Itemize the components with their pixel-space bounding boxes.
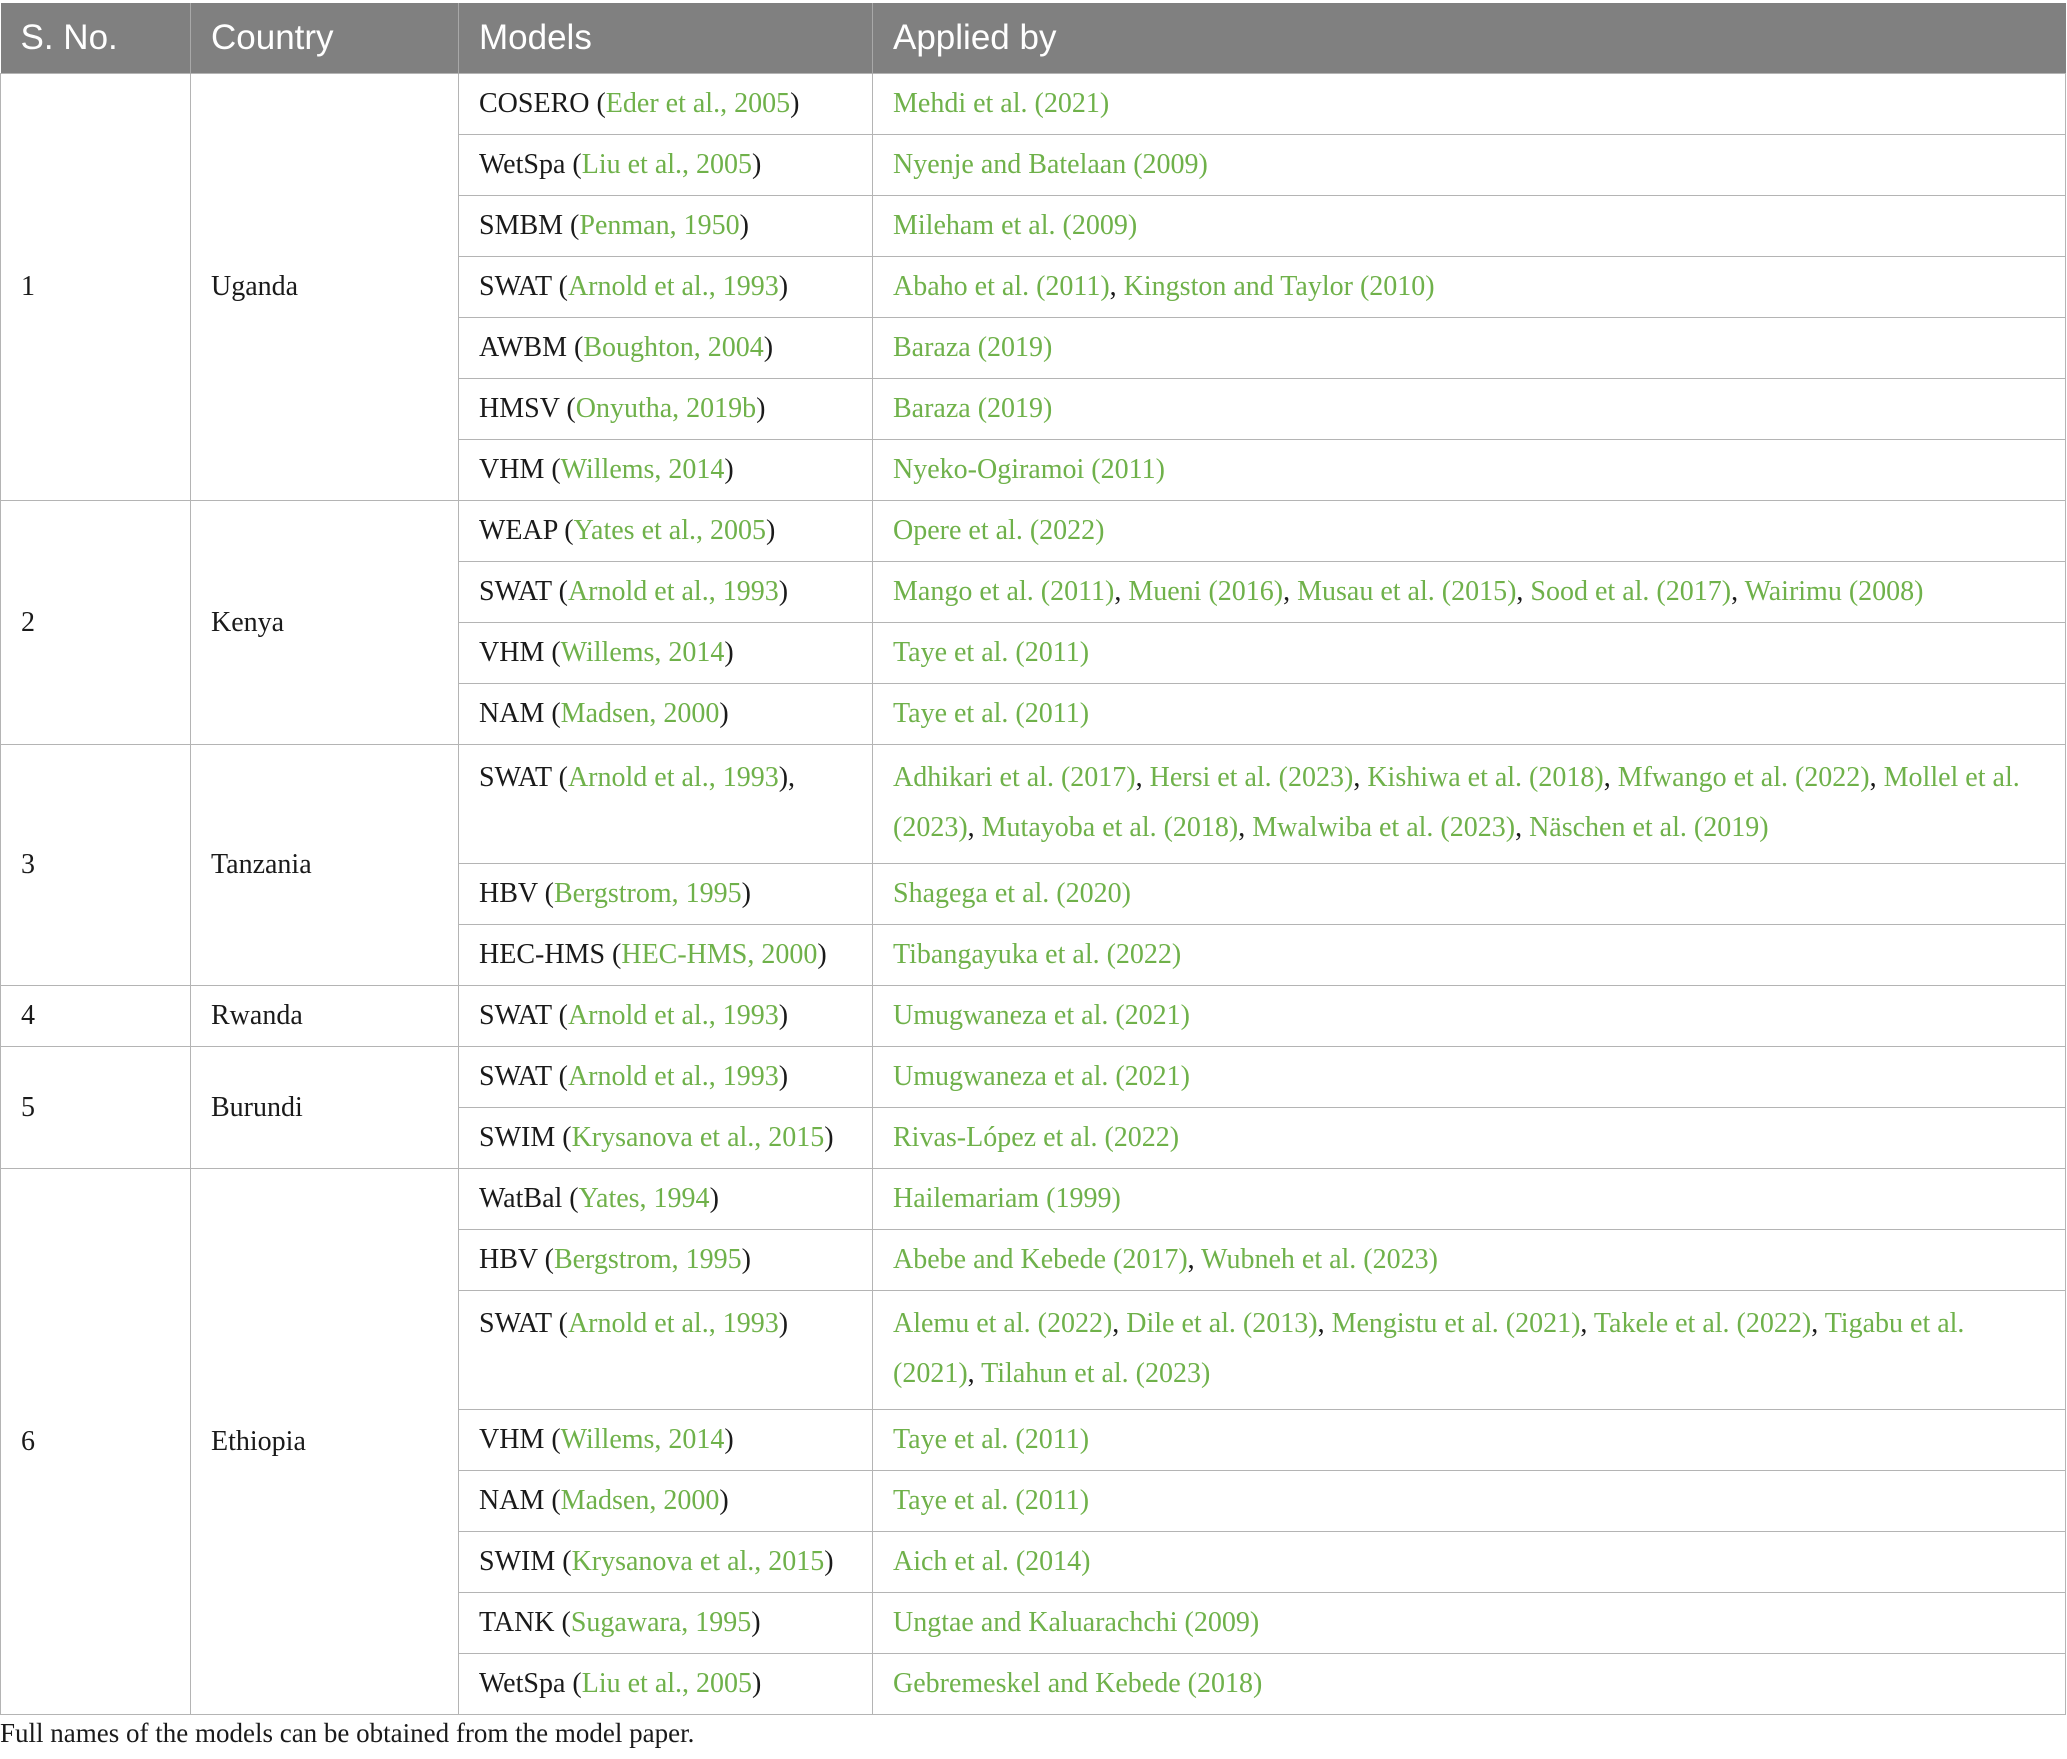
model-name: SWIM [479, 1546, 556, 1577]
citation-link[interactable]: Tilahun et al. (2023) [981, 1358, 1211, 1389]
cell-applied-by [873, 1108, 2066, 1169]
cell-model: HBV (Bergstrom, 1995) [459, 1230, 873, 1291]
table-row [1, 501, 2066, 562]
model-reference-link[interactable]: Yates, 1994 [578, 1183, 710, 1214]
citation-link[interactable]: Mfwango et al. (2022) [1617, 762, 1870, 793]
citation-link[interactable]: Nyeko-Ogiramoi (2011) [893, 454, 1165, 485]
citation-link[interactable]: Taye et al. (2011) [893, 1485, 1090, 1516]
citation-link[interactable]: Kishiwa et al. (2018) [1367, 762, 1604, 793]
cell-country: Tanzania [191, 745, 459, 986]
cell-model: SWIM (Krysanova et al., 2015) [459, 1532, 873, 1593]
cell-model: VHM (Willems, 2014) [459, 1410, 873, 1471]
citation-link[interactable]: Umugwaneza et al. (2021) [893, 1061, 1190, 1092]
cell-applied-by [873, 623, 2066, 684]
cell-sno: 4 [1, 986, 191, 1047]
model-name: NAM [479, 1485, 545, 1516]
citation-link[interactable]: Alemu et al. (2022) [893, 1308, 1113, 1339]
header-country: Country [191, 3, 459, 74]
cell-model: SWAT (Arnold et al., 1993) [459, 562, 873, 623]
citation-link[interactable]: Taye et al. (2011) [893, 698, 1090, 729]
table-header-row [1, 3, 2066, 74]
cell-applied-by: Mango et al. (2011), Mueni (2016), Musau et al. (2015), Sood et al. (2017), Wairimu (2008) [873, 562, 2066, 623]
header-sno: S. No. [1, 3, 191, 74]
cell-applied-by [873, 1471, 2066, 1532]
cell-applied-by [873, 864, 2066, 925]
model-reference-link[interactable]: HEC-HMS, 2000 [621, 939, 818, 970]
model-suffix: , [788, 762, 796, 793]
citation-link[interactable]: Mango et al. (2011) [893, 576, 1115, 607]
model-reference-link[interactable]: Arnold et al., 1993 [567, 762, 779, 793]
cell-applied-by: Abebe and Kebede (2017), Wubneh et al. (2023) [873, 1230, 2066, 1291]
cell-applied-by [873, 1654, 2066, 1715]
citation-link[interactable]: Mengistu et al. (2021) [1331, 1308, 1581, 1339]
model-name: SWAT [479, 1061, 552, 1092]
model-reference-link[interactable]: Eder et al., 2005 [605, 88, 791, 119]
model-name: COSERO [479, 88, 590, 119]
citation-link[interactable]: Adhikari et al. (2017) [893, 762, 1136, 793]
table-row [1, 986, 2066, 1047]
citation-link[interactable]: Tigabu et al. (2021) [893, 1308, 1965, 1389]
cell-applied-by [873, 1532, 2066, 1593]
cell-model: SWAT (Arnold et al., 1993) [459, 1047, 873, 1108]
citation-link[interactable]: Sood et al. (2017) [1530, 576, 1732, 607]
table-row [1, 74, 2066, 135]
model-name: AWBM [479, 332, 567, 363]
cell-model: SWIM (Krysanova et al., 2015) [459, 1108, 873, 1169]
citation-link[interactable]: Takele et al. (2022) [1593, 1308, 1812, 1339]
cell-country: Ethiopia [191, 1169, 459, 1715]
citation-link[interactable]: Kingston and Taylor (2010) [1123, 271, 1435, 302]
cell-model: HMSV (Onyutha, 2019b) [459, 379, 873, 440]
citation-link[interactable]: Wairimu (2008) [1744, 576, 1924, 607]
citation-link[interactable]: Mueni (2016) [1128, 576, 1284, 607]
model-reference-link[interactable]: Sugawara, 1995 [570, 1607, 752, 1638]
model-name: SWAT [479, 271, 552, 302]
model-reference-link[interactable]: Madsen, 2000 [560, 698, 720, 729]
model-reference-link[interactable]: Arnold et al., 1993 [567, 576, 779, 607]
citation-link[interactable]: Hailemariam (1999) [893, 1183, 1121, 1214]
citation-link[interactable]: Taye et al. (2011) [893, 1424, 1090, 1455]
cell-model: NAM (Madsen, 2000) [459, 684, 873, 745]
model-name: VHM [479, 454, 545, 485]
model-reference-link[interactable]: Willems, 2014 [560, 454, 725, 485]
cell-model: SMBM (Penman, 1950) [459, 196, 873, 257]
cell-applied-by [873, 925, 2066, 986]
model-reference-link[interactable]: Yates et al., 2005 [573, 515, 766, 546]
cell-country: Burundi [191, 1047, 459, 1169]
citation-link[interactable]: Abebe and Kebede (2017) [893, 1244, 1188, 1275]
cell-applied-by [873, 196, 2066, 257]
cell-model: SWAT (Arnold et al., 1993) [459, 1291, 873, 1410]
citation-link[interactable]: Baraza (2019) [893, 332, 1053, 363]
cell-applied-by: Adhikari et al. (2017), Hersi et al. (2023), Kishiwa et al. (2018), Mfwango et al. (2022), Mollel et al. (2023), Mutayoba et al. (2018), Mwalwiba et al. (2023), Näschen et al. (2019) [873, 745, 2066, 864]
model-name: HEC-HMS [479, 939, 606, 970]
cell-applied-by [873, 135, 2066, 196]
cell-applied-by [873, 501, 2066, 562]
model-reference-link[interactable]: Liu et al., 2005 [581, 149, 753, 180]
table-row [1, 1047, 2066, 1108]
table-footnote: Full names of the models can be obtained from the model paper. [0, 1718, 695, 1748]
cell-model: SWAT (Arnold et al., 1993) [459, 986, 873, 1047]
cell-model: HBV (Bergstrom, 1995) [459, 864, 873, 925]
model-name: TANK [479, 1607, 555, 1638]
model-reference-link[interactable]: Boughton, 2004 [583, 332, 764, 363]
cell-country: Kenya [191, 501, 459, 745]
cell-model: SWAT (Arnold et al., 1993) [459, 257, 873, 318]
model-reference-link[interactable]: Madsen, 2000 [560, 1485, 720, 1516]
citation-link[interactable]: Opere et al. (2022) [893, 515, 1105, 546]
cell-sno: 5 [1, 1047, 191, 1169]
model-name: VHM [479, 637, 545, 668]
cell-model: AWBM (Boughton, 2004) [459, 318, 873, 379]
model-reference-link[interactable]: Krysanova et al., 2015 [571, 1546, 825, 1577]
model-reference-link[interactable]: Arnold et al., 1993 [567, 1308, 779, 1339]
cell-applied-by [873, 986, 2066, 1047]
cell-model: NAM (Madsen, 2000) [459, 1471, 873, 1532]
header-models: Models [459, 3, 873, 74]
cell-sno: 1 [1, 74, 191, 501]
model-reference-link[interactable]: Onyutha, 2019b [575, 393, 757, 424]
citation-link[interactable]: Ungtae and Kaluarachchi (2009) [893, 1607, 1260, 1638]
cell-model: VHM (Willems, 2014) [459, 440, 873, 501]
citation-link[interactable]: Musau et al. (2015) [1297, 576, 1517, 607]
cell-applied-by [873, 1410, 2066, 1471]
model-reference-link[interactable]: Bergstrom, 1995 [553, 878, 742, 909]
cell-model: WatBal (Yates, 1994) [459, 1169, 873, 1230]
cell-sno: 2 [1, 501, 191, 745]
cell-model: HEC-HMS (HEC-HMS, 2000) [459, 925, 873, 986]
model-name: WetSpa [479, 1668, 566, 1699]
model-name: WatBal [479, 1183, 563, 1214]
cell-applied-by: Alemu et al. (2022), Dile et al. (2013), Mengistu et al. (2021), Takele et al. (2022), Tigabu et al. (2021), Tilahun et al. (2023) [873, 1291, 2066, 1410]
cell-model: WetSpa (Liu et al., 2005) [459, 1654, 873, 1715]
model-name: HBV [479, 1244, 538, 1275]
cell-model: WEAP (Yates et al., 2005) [459, 501, 873, 562]
citation-link[interactable]: Nyenje and Batelaan (2009) [893, 149, 1208, 180]
model-reference-link[interactable]: Penman, 1950 [579, 210, 740, 241]
model-reference-link[interactable]: Willems, 2014 [560, 637, 725, 668]
citation-link[interactable]: Baraza (2019) [893, 393, 1053, 424]
citation-link[interactable]: Mwalwiba et al. (2023) [1252, 812, 1516, 843]
citation-link[interactable]: Näschen et al. (2019) [1529, 812, 1769, 843]
cell-sno: 6 [1, 1169, 191, 1715]
model-reference-link[interactable]: Willems, 2014 [560, 1424, 725, 1455]
model-reference-link[interactable]: Arnold et al., 1993 [567, 1061, 779, 1092]
citation-link[interactable]: Hersi et al. (2023) [1149, 762, 1354, 793]
cell-model: WetSpa (Liu et al., 2005) [459, 135, 873, 196]
model-name: SMBM [479, 210, 564, 241]
model-name: HBV [479, 878, 538, 909]
cell-applied-by [873, 1169, 2066, 1230]
citation-link[interactable]: Mileham et al. (2009) [893, 210, 1138, 241]
cell-applied-by [873, 379, 2066, 440]
cell-model: TANK (Sugawara, 1995) [459, 1593, 873, 1654]
model-name: VHM [479, 1424, 545, 1455]
cell-applied-by [873, 318, 2066, 379]
table-row [1, 745, 2066, 864]
table-body [1, 74, 2066, 1715]
model-reference-link[interactable]: Liu et al., 2005 [581, 1668, 753, 1699]
citation-link[interactable]: Umugwaneza et al. (2021) [893, 1000, 1190, 1031]
model-name: WetSpa [479, 149, 566, 180]
citation-link[interactable]: Shagega et al. (2020) [893, 878, 1131, 909]
citation-link[interactable]: Aich et al. (2014) [893, 1546, 1091, 1577]
citation-link[interactable]: Mehdi et al. (2021) [893, 88, 1110, 119]
model-name: HMSV [479, 393, 560, 424]
citation-link[interactable]: Mutayoba et al. (2018) [981, 812, 1239, 843]
cell-country: Uganda [191, 74, 459, 501]
model-reference-link[interactable]: Krysanova et al., 2015 [571, 1122, 825, 1153]
citation-link[interactable]: Gebremeskel and Kebede (2018) [893, 1668, 1263, 1699]
model-name: SWAT [479, 1000, 552, 1031]
cell-applied-by [873, 1047, 2066, 1108]
model-name: SWAT [479, 1308, 552, 1339]
citation-link[interactable]: Taye et al. (2011) [893, 637, 1090, 668]
cell-model: COSERO (Eder et al., 2005) [459, 74, 873, 135]
model-reference-link[interactable]: Arnold et al., 1993 [567, 1000, 779, 1031]
models-table [0, 3, 2066, 1715]
citation-link[interactable]: Dile et al. (2013) [1126, 1308, 1318, 1339]
cell-country: Rwanda [191, 986, 459, 1047]
citation-link[interactable]: Mollel et al. (2023) [893, 762, 2020, 843]
model-reference-link[interactable]: Bergstrom, 1995 [553, 1244, 742, 1275]
model-name: SWAT [479, 576, 552, 607]
citation-link[interactable]: Wubneh et al. (2023) [1201, 1244, 1438, 1275]
table-row [1, 1169, 2066, 1230]
model-reference-link[interactable]: Arnold et al., 1993 [567, 271, 779, 302]
cell-applied-by: Abaho et al. (2011), Kingston and Taylor (2010) [873, 257, 2066, 318]
citation-link[interactable]: Rivas-López et al. (2022) [893, 1122, 1180, 1153]
header-applied-by: Applied by [873, 3, 2066, 74]
cell-model: VHM (Willems, 2014) [459, 623, 873, 684]
citation-link[interactable]: Tibangayuka et al. (2022) [893, 939, 1182, 970]
model-name: SWAT [479, 762, 552, 793]
model-name: WEAP [479, 515, 558, 546]
cell-model: SWAT (Arnold et al., 1993), [459, 745, 873, 864]
citation-link[interactable]: Abaho et al. (2011) [893, 271, 1110, 302]
cell-applied-by [873, 1593, 2066, 1654]
cell-applied-by [873, 440, 2066, 501]
cell-sno: 3 [1, 745, 191, 986]
model-name: NAM [479, 698, 545, 729]
cell-applied-by [873, 684, 2066, 745]
cell-applied-by [873, 74, 2066, 135]
model-name: SWIM [479, 1122, 556, 1153]
